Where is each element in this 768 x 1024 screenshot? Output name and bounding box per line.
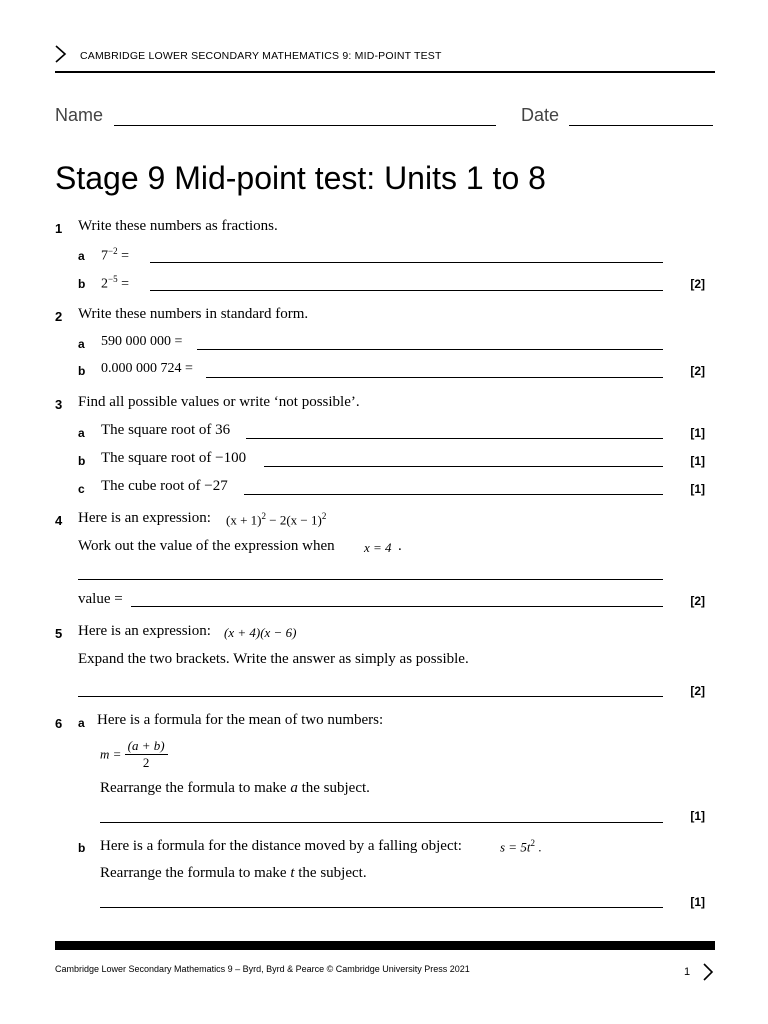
q2a-text: 590 000 000 = [101,334,183,349]
q6b-letter: b [78,841,86,855]
q2-number: 2 [55,309,63,324]
q6a-formula: m = $\frac{(a + b)}{2}$ [100,738,168,771]
q5-marks: [2] [690,684,705,698]
next-page-icon[interactable] [700,962,716,982]
q6a-text: Here is a formula for the mean of two numbers: [97,712,384,728]
footer-copyright: Cambridge Lower Secondary Mathematics 9 – Byrd, Byrd & Pearce © Cambridge University Press 2021 [55,964,470,974]
q4-condition: x = 4 [364,540,392,555]
q5-number: 5 [55,626,63,641]
q4-value-answer-line[interactable] [131,606,663,607]
q6a-letter: a [78,716,85,730]
q4-expression: $(x + 1)^2 - 2(x - 1)^2$ [226,511,327,528]
q5-expression: (x + 4)(x − 6) [224,625,297,640]
q1-number: 1 [55,221,63,236]
q4-condition-end: . [398,538,402,554]
date-field[interactable] [569,125,713,126]
q4-value-label: value = [78,591,123,607]
q6a-instruction: Rearrange the formula to make a the subject. [100,780,370,796]
q1a-letter: a [78,249,85,263]
q6a-answer-line[interactable] [100,822,663,823]
q4-work-text: Work out the value of the expression when [78,538,335,554]
q3c-text: The cube root of −27 [101,478,228,494]
q2b-text: 0.000 000 724 = [101,361,193,376]
q4-number: 4 [55,513,63,528]
q1b-expression: $2^{-5}$ = [101,274,129,292]
q2b-letter: b [78,364,86,378]
q6b-text: Here is a formula for the distance moved by a falling object: [100,838,462,854]
q3-text: Find all possible values or write ‘not possible’. [78,394,360,410]
q5-answer-line[interactable] [78,696,663,697]
q6-number: 6 [55,716,63,731]
q5-text: Here is an expression: [78,623,211,639]
q4-text: Here is an expression: [78,510,211,526]
name-field[interactable] [114,125,496,126]
q3c-marks: [1] [690,482,705,496]
header-rule [55,71,715,73]
q3b-answer-line[interactable] [264,466,663,467]
q3a-letter: a [78,426,85,440]
q1b-letter: b [78,277,86,291]
footer-bar [55,941,715,950]
q1-text: Write these numbers as fractions. [78,218,278,234]
q6b-answer-line[interactable] [100,907,663,908]
q3-number: 3 [55,397,63,412]
q6b-instruction: Rearrange the formula to make t the subject. [100,865,367,881]
q2a-letter: a [78,337,85,351]
q1b-answer-line[interactable] [150,290,663,291]
q2-marks: [2] [690,364,705,378]
chevron-right-icon [52,44,70,64]
q4-marks: [2] [690,594,705,608]
q6a-marks: [1] [690,809,705,823]
q1-marks: [2] [690,277,705,291]
q2-text: Write these numbers in standard form. [78,306,309,322]
page-title: Stage 9 Mid-point test: Units 1 to 8 [55,160,546,196]
q3c-letter: c [78,482,85,496]
name-label: Name [55,105,104,125]
q6b-formula: $s = 5t^2$ . [500,838,542,855]
q2a-answer-line[interactable] [197,349,663,350]
q3a-text: The square root of 36 [101,422,231,438]
date-label: Date [521,105,560,125]
page-number: 1 [684,966,691,978]
q2b-answer-line[interactable] [206,377,663,378]
q3b-text: The square root of −100 [101,450,247,466]
q1a-expression: $7^{-2}$ = [101,246,129,264]
q6b-marks: [1] [690,895,705,909]
q4-working-line[interactable] [78,579,663,580]
q3c-answer-line[interactable] [244,494,663,495]
q3b-marks: [1] [690,454,705,468]
q3a-answer-line[interactable] [246,438,663,439]
q3b-letter: b [78,454,86,468]
q1a-answer-line[interactable] [150,262,663,263]
q3a-marks: [1] [690,426,705,440]
q5-instruction: Expand the two brackets. Write the answer as simply as possible. [78,651,469,667]
header-title: CAMBRIDGE LOWER SECONDARY MATHEMATICS 9: MID-POINT TEST [80,50,442,62]
